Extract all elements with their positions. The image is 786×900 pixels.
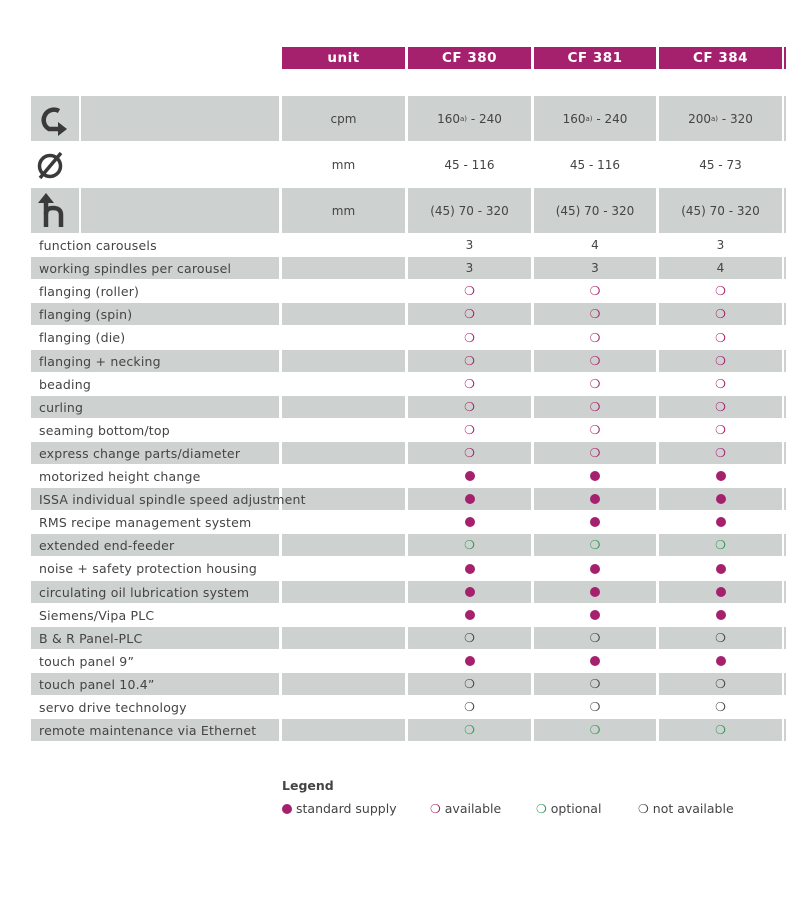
feature-row <box>0 627 786 649</box>
availability-cell <box>659 696 782 718</box>
available-ring-icon: ❍ <box>589 307 601 321</box>
availability-cell <box>408 650 531 672</box>
availability-cell <box>408 581 531 603</box>
feature-label: flanging (roller) <box>39 283 140 299</box>
value-cell: 4 <box>716 261 725 275</box>
standard-dot-icon <box>590 517 600 527</box>
availability-cell <box>659 488 782 510</box>
standard-dot-icon <box>465 471 475 481</box>
available-ring-icon: ❍ <box>589 284 601 298</box>
feature-label: Siemens/Vipa PLC <box>39 607 155 623</box>
row-shade <box>282 627 405 649</box>
available-ring-icon: ❍ <box>589 423 601 437</box>
availability-cell <box>408 442 531 464</box>
availability-cell <box>534 673 656 695</box>
row-shade <box>282 257 405 279</box>
optional-ring-icon: ❍ <box>536 801 547 816</box>
available-ring-icon: ❍ <box>589 330 601 345</box>
not-available-ring-icon: ❍ <box>589 631 601 645</box>
feature-row <box>0 280 786 302</box>
available-ring-icon: ❍ <box>715 307 726 321</box>
not-available-ring-icon: ❍ <box>464 631 475 645</box>
availability-cell <box>534 581 656 603</box>
availability-cell <box>408 396 531 418</box>
feature-label: noise + safety protection housing <box>39 561 257 576</box>
standard-dot-icon <box>590 471 600 481</box>
available-ring-icon: ❍ <box>464 284 475 298</box>
height-arrow-icon <box>31 188 81 233</box>
legend-optional <box>536 801 601 816</box>
standard-dot-icon <box>590 587 600 597</box>
availability-cell <box>659 373 782 395</box>
header-model-cf384: CF 384 <box>659 47 782 69</box>
not-available-ring-icon: ❍ <box>638 801 649 816</box>
availability-cell <box>659 280 782 302</box>
rotation-arrow-icon <box>31 96 81 141</box>
feature-row <box>0 326 786 349</box>
standard-dot-icon <box>590 564 600 574</box>
value-cell: (45) 70 - 320 <box>430 203 509 218</box>
availability-cell <box>659 303 782 325</box>
value-cell: (45) 70 - 320 <box>555 203 635 218</box>
availability-cell <box>408 303 531 325</box>
legend-standard-label: standard supply <box>296 801 397 816</box>
standard-dot-icon <box>465 494 475 504</box>
feature-label: motorized height change <box>39 468 201 484</box>
availability-cell <box>534 442 656 464</box>
speed-min: 160 <box>562 111 586 126</box>
availability-cell <box>534 511 656 533</box>
availability-cell <box>659 581 782 603</box>
not-available-ring-icon: ❍ <box>464 700 475 714</box>
speed-min: 160 <box>437 111 460 126</box>
not-available-ring-icon: ❍ <box>589 677 601 691</box>
feature-row <box>0 557 786 580</box>
standard-dot-icon <box>282 804 292 814</box>
availability-cell <box>534 350 656 372</box>
feature-row <box>0 234 786 256</box>
optional-ring-icon: ❍ <box>589 538 601 552</box>
availability-cell <box>408 557 531 580</box>
feature-row <box>0 696 786 718</box>
availability-cell <box>534 465 656 487</box>
unit-cell: mm <box>331 203 356 218</box>
availability-cell <box>534 326 656 349</box>
availability-cell <box>408 488 531 510</box>
availability-cell <box>659 396 782 418</box>
value-cell <box>408 96 531 141</box>
feature-row <box>0 511 786 533</box>
availability-cell <box>534 627 656 649</box>
available-ring-icon: ❍ <box>589 377 601 391</box>
feature-row <box>0 442 786 464</box>
availability-cell <box>408 696 531 718</box>
value-cell: 4 <box>591 238 599 252</box>
availability-cell <box>408 627 531 649</box>
availability-cell <box>408 350 531 372</box>
availability-cell <box>659 604 782 626</box>
value-cell: 3 <box>591 261 599 275</box>
availability-cell <box>408 511 531 533</box>
not-available-ring-icon: ❍ <box>715 631 726 645</box>
availability-cell <box>659 650 782 672</box>
value-cell <box>534 96 656 141</box>
value-cell: 3 <box>465 261 474 275</box>
availability-cell <box>534 534 656 556</box>
row-shade <box>282 350 405 372</box>
standard-dot-icon <box>716 610 726 620</box>
availability-cell <box>534 280 656 302</box>
availability-cell <box>534 719 656 741</box>
feature-label: ISSA individual spindle speed adjustment <box>39 491 306 507</box>
available-ring-icon: ❍ <box>715 354 726 368</box>
standard-dot-icon <box>590 494 600 504</box>
value-cell: 45 - 116 <box>569 157 621 172</box>
legend <box>282 778 734 816</box>
availability-cell <box>408 419 531 441</box>
legend-available-label: available <box>444 801 502 816</box>
feature-row <box>0 303 786 325</box>
footnote-marker: a) <box>585 114 593 123</box>
availability-cell <box>534 557 656 580</box>
availability-cell <box>534 373 656 395</box>
row-shade <box>282 303 405 325</box>
availability-cell <box>659 350 782 372</box>
legend-not-available-label: not available <box>652 801 734 816</box>
available-ring-icon: ❍ <box>464 400 475 414</box>
feature-row <box>0 488 786 510</box>
row-shade <box>282 396 405 418</box>
speed-max: - 240 <box>592 111 628 126</box>
availability-cell <box>534 604 656 626</box>
feature-label: flanging (spin) <box>39 306 133 322</box>
standard-dot-icon <box>465 610 475 620</box>
row-shade <box>282 534 405 556</box>
feature-row <box>0 581 786 603</box>
speed-min: 200 <box>688 111 711 126</box>
feature-label: flanging + necking <box>39 353 161 369</box>
footnote-marker: a) <box>711 114 719 123</box>
availability-cell <box>659 465 782 487</box>
header-model-cf381: CF 381 <box>534 47 656 69</box>
icon-divider <box>79 96 81 141</box>
optional-ring-icon: ❍ <box>715 538 726 552</box>
availability-cell <box>534 696 656 718</box>
feature-row <box>0 650 786 672</box>
standard-dot-icon <box>716 564 726 574</box>
not-available-ring-icon: ❍ <box>715 677 726 691</box>
availability-cell <box>659 719 782 741</box>
feature-row <box>0 257 786 279</box>
availability-cell <box>659 419 782 441</box>
row-shade <box>282 581 405 603</box>
optional-ring-icon: ❍ <box>715 723 726 737</box>
feature-label: function carousels <box>39 237 157 253</box>
available-ring-icon: ❍ <box>464 423 475 437</box>
standard-dot-icon <box>716 517 726 527</box>
header-model-cf380: CF 380 <box>408 47 531 69</box>
icon-divider <box>79 188 81 233</box>
available-ring-icon: ❍ <box>715 284 726 298</box>
feature-row <box>0 396 786 418</box>
available-ring-icon: ❍ <box>589 446 601 460</box>
feature-row <box>0 673 786 695</box>
feature-row <box>0 604 786 626</box>
value-cell: 3 <box>716 238 725 252</box>
available-ring-icon: ❍ <box>715 400 726 414</box>
standard-dot-icon <box>716 494 726 504</box>
legend-not-available <box>638 801 734 816</box>
not-available-ring-icon: ❍ <box>464 677 475 691</box>
available-ring-icon: ❍ <box>430 801 441 816</box>
availability-cell <box>408 719 531 741</box>
feature-row <box>0 465 786 487</box>
feature-row <box>0 373 786 395</box>
optional-ring-icon: ❍ <box>589 723 601 737</box>
legend-available <box>430 801 501 816</box>
value-cell: (45) 70 - 320 <box>681 203 760 218</box>
available-ring-icon: ❍ <box>715 423 726 437</box>
availability-cell <box>534 396 656 418</box>
standard-dot-icon <box>590 610 600 620</box>
feature-label: express change parts/diameter <box>39 445 241 461</box>
availability-cell <box>408 326 531 349</box>
optional-ring-icon: ❍ <box>464 723 475 737</box>
feature-label: B & R Panel-PLC <box>39 630 143 646</box>
footnote-marker: a) <box>460 114 468 123</box>
speed-max: - 320 <box>718 111 753 126</box>
feature-row <box>0 719 786 741</box>
standard-dot-icon <box>465 656 475 666</box>
value-cell <box>659 96 782 141</box>
feature-label: touch panel 9” <box>39 653 135 669</box>
standard-dot-icon <box>465 587 475 597</box>
availability-cell <box>659 442 782 464</box>
value-cell: 45 - 73 <box>699 157 742 172</box>
standard-dot-icon <box>716 471 726 481</box>
feature-label: RMS recipe management system <box>39 514 252 530</box>
availability-cell <box>408 534 531 556</box>
feature-label: working spindles per carousel <box>39 260 232 276</box>
availability-cell <box>659 511 782 533</box>
feature-label: seaming bottom/top <box>39 422 170 438</box>
row-shade <box>282 719 405 741</box>
optional-ring-icon: ❍ <box>464 538 475 552</box>
row-shade <box>282 442 405 464</box>
speed-max: - 240 <box>467 111 502 126</box>
availability-cell <box>408 465 531 487</box>
not-available-ring-icon: ❍ <box>715 700 726 714</box>
availability-cell <box>534 419 656 441</box>
feature-label: servo drive technology <box>39 699 187 715</box>
availability-cell <box>659 627 782 649</box>
available-ring-icon: ❍ <box>464 354 475 368</box>
icon-row <box>0 96 786 141</box>
value-cell: 45 - 116 <box>444 157 495 172</box>
standard-dot-icon <box>465 517 475 527</box>
availability-cell <box>408 373 531 395</box>
standard-dot-icon <box>465 564 475 574</box>
legend-title: Legend <box>282 778 334 793</box>
available-ring-icon: ❍ <box>464 446 475 460</box>
row-shade <box>282 673 405 695</box>
feature-label: flanging (die) <box>39 330 126 345</box>
availability-cell <box>659 557 782 580</box>
value-cell: 3 <box>465 238 474 252</box>
feature-label: extended end-feeder <box>39 537 175 553</box>
feature-row <box>0 350 786 372</box>
feature-label: circulating oil lubrication system <box>39 584 250 600</box>
standard-dot-icon <box>716 587 726 597</box>
available-ring-icon: ❍ <box>464 377 475 391</box>
unit-cell: cpm <box>330 111 357 126</box>
feature-label: touch panel 10.4” <box>39 676 155 692</box>
unit-cell: mm <box>331 157 356 172</box>
not-available-ring-icon: ❍ <box>589 700 601 714</box>
available-ring-icon: ❍ <box>715 446 726 460</box>
legend-standard <box>282 801 397 816</box>
feature-label: beading <box>39 376 91 392</box>
icon-row <box>0 188 786 233</box>
available-ring-icon: ❍ <box>715 330 726 345</box>
availability-cell <box>659 673 782 695</box>
feature-label: remote maintenance via Ethernet <box>39 722 257 738</box>
feature-row <box>0 419 786 441</box>
header-unit: unit <box>282 47 405 69</box>
availability-cell <box>534 650 656 672</box>
standard-dot-icon <box>590 656 600 666</box>
availability-cell <box>408 673 531 695</box>
availability-cell <box>659 534 782 556</box>
availability-cell <box>408 604 531 626</box>
standard-dot-icon <box>716 656 726 666</box>
available-ring-icon: ❍ <box>464 307 475 321</box>
legend-optional-label: optional <box>550 801 602 816</box>
feature-row <box>0 534 786 556</box>
feature-label: curling <box>39 399 84 415</box>
available-ring-icon: ❍ <box>464 330 475 345</box>
availability-cell <box>534 488 656 510</box>
available-ring-icon: ❍ <box>589 354 601 368</box>
availability-cell <box>534 303 656 325</box>
available-ring-icon: ❍ <box>589 400 601 414</box>
icon-row <box>0 142 786 187</box>
availability-cell <box>408 280 531 302</box>
availability-cell <box>659 326 782 349</box>
available-ring-icon: ❍ <box>715 377 726 391</box>
diameter-icon <box>31 142 81 187</box>
